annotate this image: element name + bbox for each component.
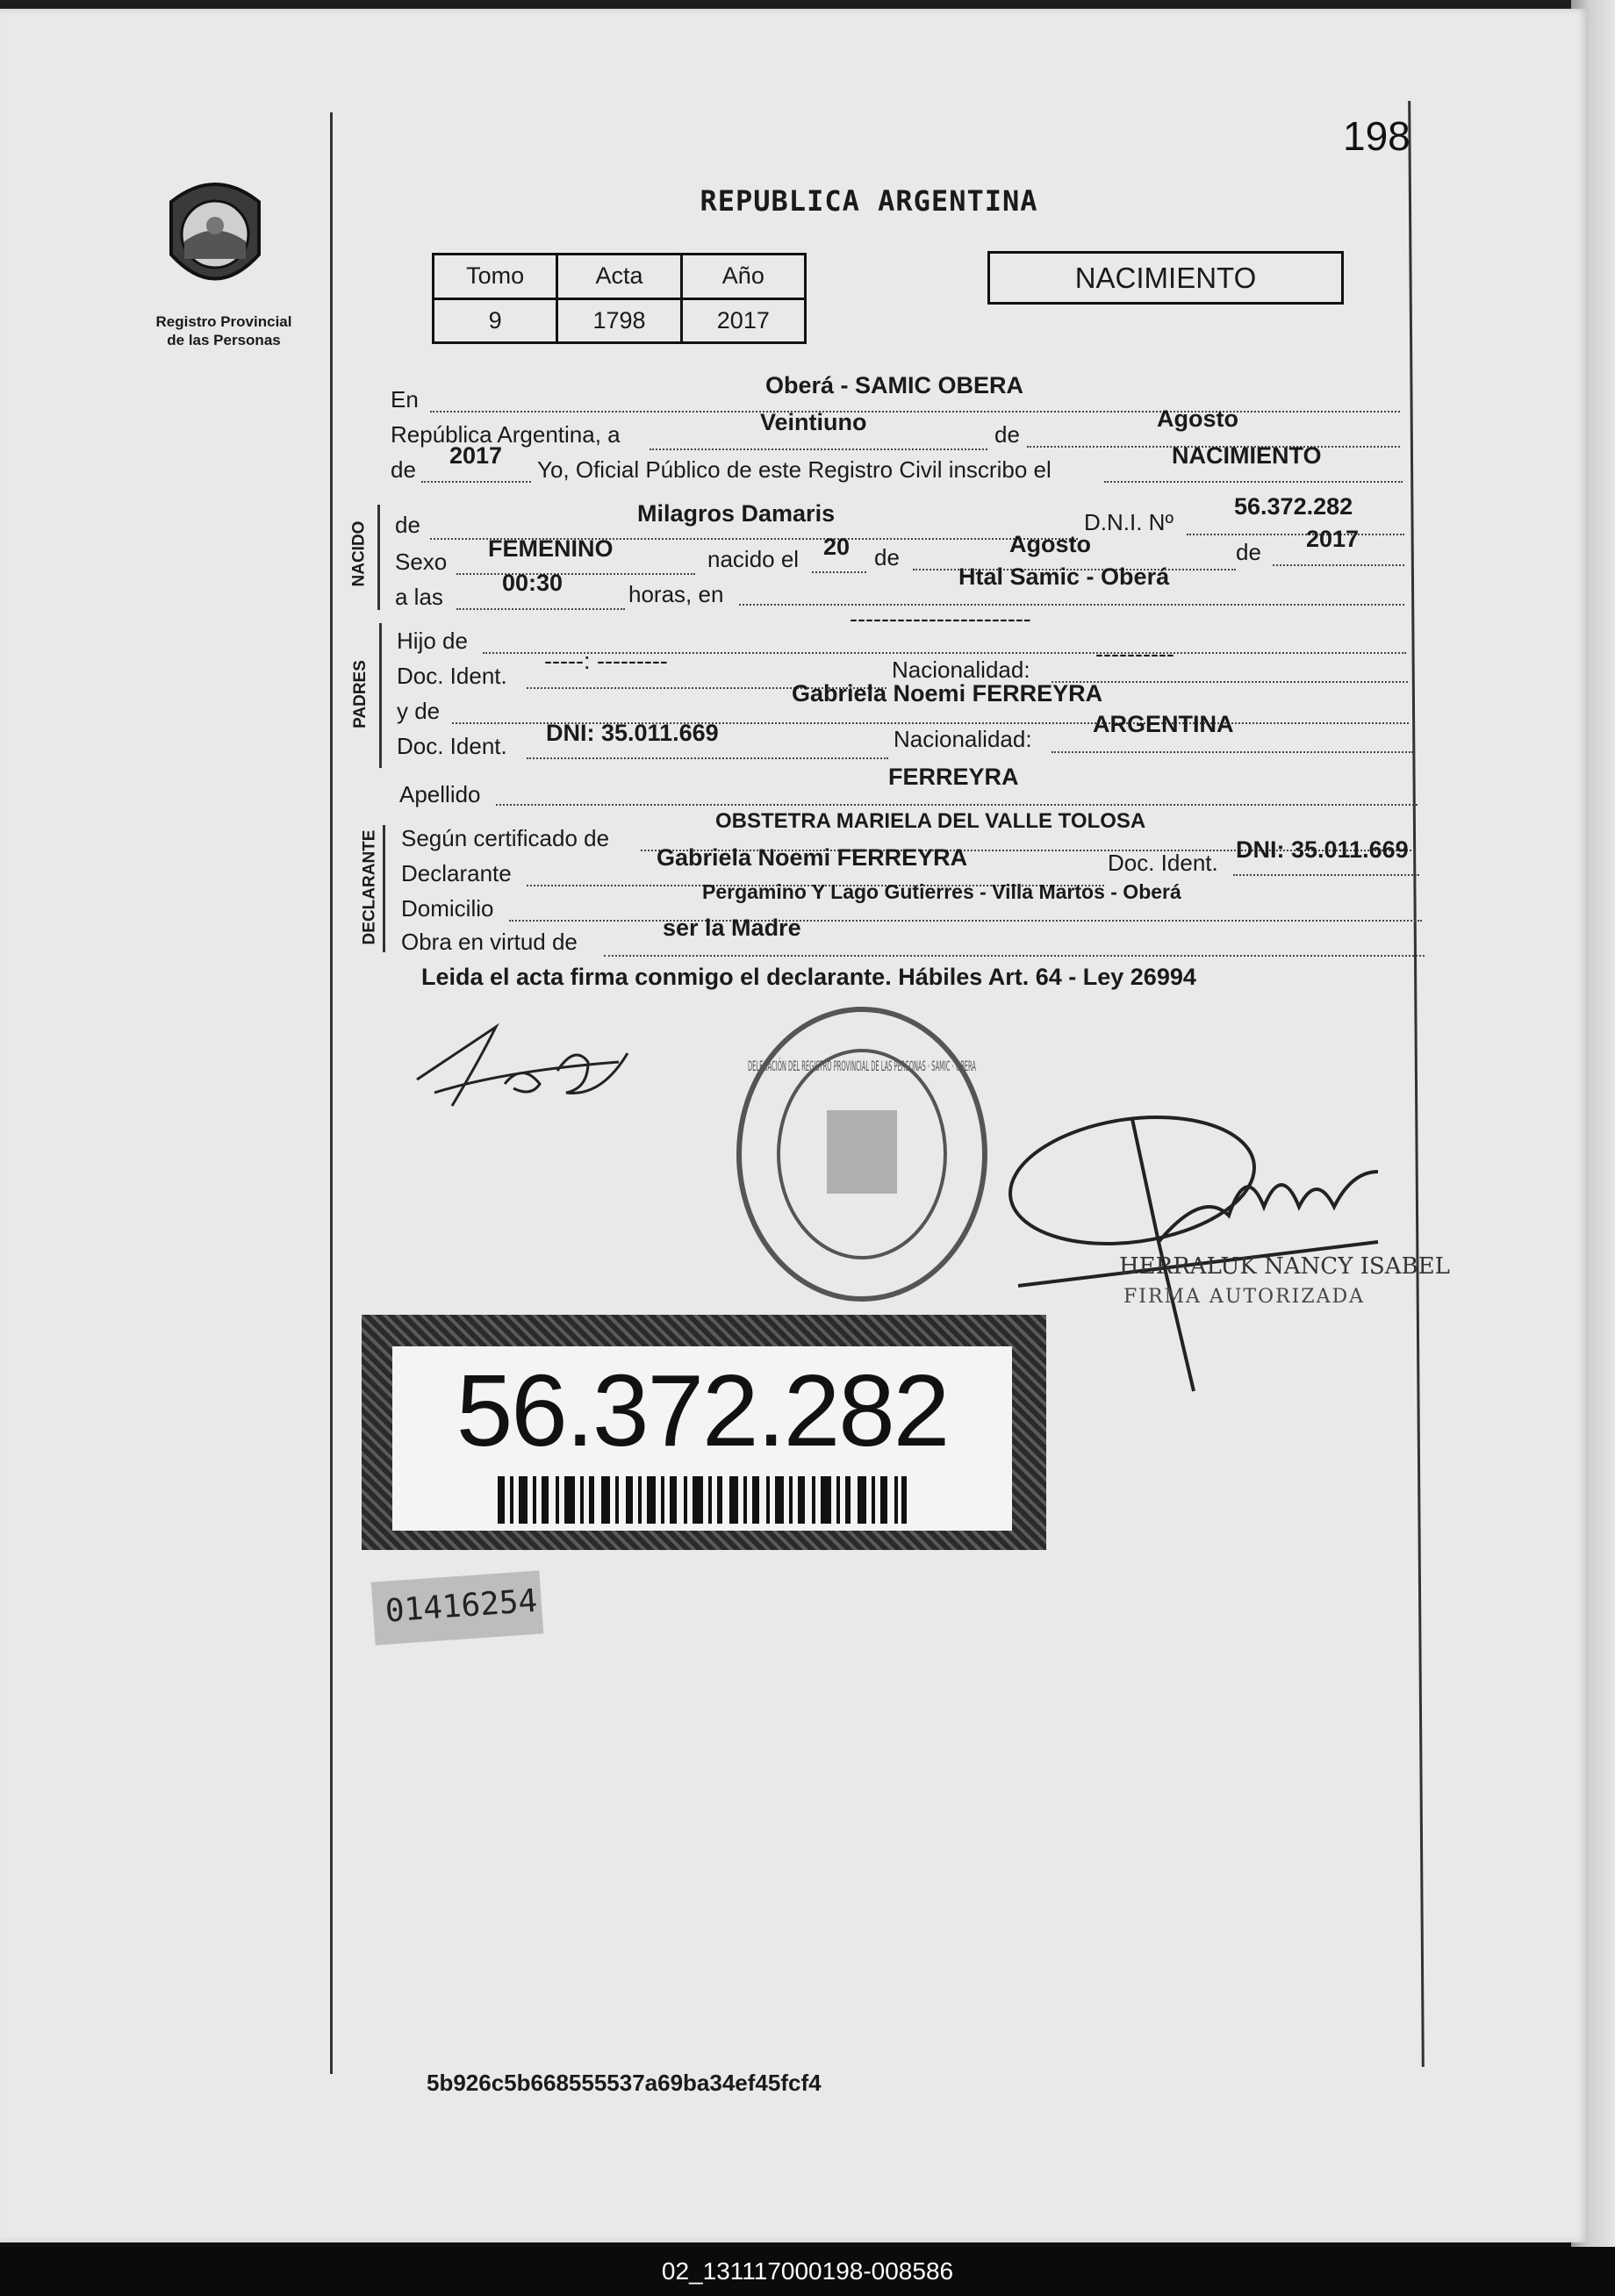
declarante-value: Gabriela Noemi FERREYRA: [657, 844, 968, 871]
serial-sticker: [371, 1570, 544, 1645]
certificado-value: OBSTETRA MARIELA DEL VALLE TOLOSA: [715, 809, 1146, 833]
certificado-label: Según certificado de: [401, 825, 610, 851]
serial-number: 01416254: [384, 1582, 539, 1630]
sexo-value: FEMENINO: [488, 535, 614, 562]
nacido-bracket: [377, 505, 380, 610]
officer-text: Yo, Oficial Público de este Registro Civil inscribo el: [537, 456, 1052, 483]
tomo-value: 9: [434, 298, 557, 343]
scan-edge: [0, 0, 1615, 9]
declarante-label: Declarante: [401, 860, 512, 886]
registry-line-1: Registro Provincial: [155, 313, 292, 330]
dni-sticker: [362, 1315, 1046, 1550]
page-number: 198: [1343, 113, 1410, 159]
col-header-tomo: Tomo: [434, 255, 557, 299]
section-padres: PADRES: [350, 660, 370, 728]
declarante-doc: DNI: 35.011.669: [1236, 836, 1409, 863]
right-margin-rule: [1408, 101, 1425, 2067]
obra-value: ser la Madre: [663, 915, 801, 941]
father-name: -----------------------: [850, 606, 1031, 632]
dni-label: D.N.I. Nº: [1084, 509, 1174, 535]
republic-label: República Argentina, a: [391, 421, 621, 448]
dni-sticker-number: 56.372.282: [456, 1353, 949, 1467]
y-de-label: y de: [397, 698, 441, 724]
act-type-box: NACIMIENTO: [987, 251, 1344, 305]
apellido-label: Apellido: [399, 781, 481, 807]
child-de-label: de: [395, 512, 420, 538]
a-las-label: a las: [395, 584, 443, 610]
declarant-signature: [399, 1009, 636, 1123]
declarante-bracket: [383, 825, 385, 952]
mother-doc: DNI: 35.011.669: [546, 720, 719, 746]
apellido-value: FERREYRA: [888, 764, 1019, 790]
col-header-ano: Año: [681, 255, 805, 299]
sexo-label: Sexo: [395, 549, 448, 575]
acta-value: 1798: [557, 298, 681, 343]
dni-sticker-label: [392, 1346, 1012, 1531]
scan-footer-code: 02_131117000198-008586: [0, 2247, 1615, 2296]
barcode-icon: [498, 1476, 907, 1524]
birth-hour: 00:30: [502, 570, 563, 596]
birth-place: Htal Samic - Oberá: [958, 563, 1170, 590]
child-name: Milagros Damaris: [637, 500, 836, 527]
mother-doc-label: Doc. Ident.: [397, 733, 507, 759]
month-value: Agosto: [1157, 405, 1238, 432]
section-declarante: DECLARANTE: [360, 829, 379, 945]
reading-note: Leida el acta firma conmigo el declarante. Hábiles Art. 64 - Ley 26994: [421, 964, 1196, 990]
stamp-text: DELEGACIÓN DEL REGISTRO PROVINCIAL DE LAS PERSONAS · SAMIC · OBERA: [748, 1058, 977, 1074]
birth-year: 2017: [1306, 526, 1360, 552]
registry-line-2: de las Personas: [167, 332, 281, 348]
left-margin-rule: [330, 112, 333, 2074]
document-hash: 5b926c5b668555537a69ba34ef45fcf4: [427, 2070, 822, 2096]
inscription-type: NACIMIENTO: [1172, 442, 1322, 469]
de-label-2: de: [874, 544, 900, 570]
en-label: En: [391, 386, 419, 413]
de-label: de: [994, 421, 1020, 448]
republic-title: REPUBLICA ARGENTINA: [700, 184, 1038, 218]
domicilio-value: Pergamino Y Lago Gutierres - Villa Martos - Oberá: [702, 880, 1181, 903]
day-words: Veintiuno: [760, 409, 867, 435]
volume-act-year-table: [432, 253, 807, 344]
mother-nationality: ARGENTINA: [1093, 711, 1234, 737]
father-doc: -----: ---------: [544, 648, 668, 674]
col-header-acta: Acta: [557, 255, 681, 299]
de-label-3: de: [1236, 539, 1261, 565]
official-name: HERRALUK NANCY ISABEL: [1119, 1253, 1450, 1280]
domicilio-label: Domicilio: [401, 895, 494, 922]
obra-label: Obra en virtud de: [401, 929, 578, 955]
official-role: FIRMA AUTORIZADA: [1123, 1286, 1366, 1308]
registry-label: [140, 312, 307, 349]
province-seal-icon: [158, 171, 272, 303]
section-nacido: NACIDO: [349, 520, 369, 587]
horas-label: horas, en: [628, 581, 724, 607]
nacido-label: nacido el: [707, 546, 800, 572]
padres-bracket: [379, 623, 382, 768]
declarante-doc-label: Doc. Ident.: [1108, 850, 1218, 876]
father-nationality: ----------: [1095, 641, 1174, 667]
en-value: Oberá - SAMIC OBERA: [765, 372, 1024, 398]
de-year-label: de: [391, 456, 416, 483]
father-doc-label: Doc. Ident.: [397, 663, 507, 689]
child-dni: 56.372.282: [1234, 493, 1353, 520]
year-value: 2017: [449, 442, 503, 469]
birth-month: Agosto: [1009, 531, 1091, 557]
registry-stamp-icon: [730, 1001, 994, 1308]
hijo-label: Hijo de: [397, 628, 468, 654]
father-nat-label: Nacionalidad:: [892, 657, 1030, 683]
ano-value: 2017: [681, 298, 805, 343]
mother-nat-label: Nacionalidad:: [894, 726, 1032, 752]
mother-name: Gabriela Noemi FERREYRA: [792, 680, 1103, 707]
certificate-page: [0, 9, 1589, 2242]
birth-day: 20: [823, 534, 851, 560]
